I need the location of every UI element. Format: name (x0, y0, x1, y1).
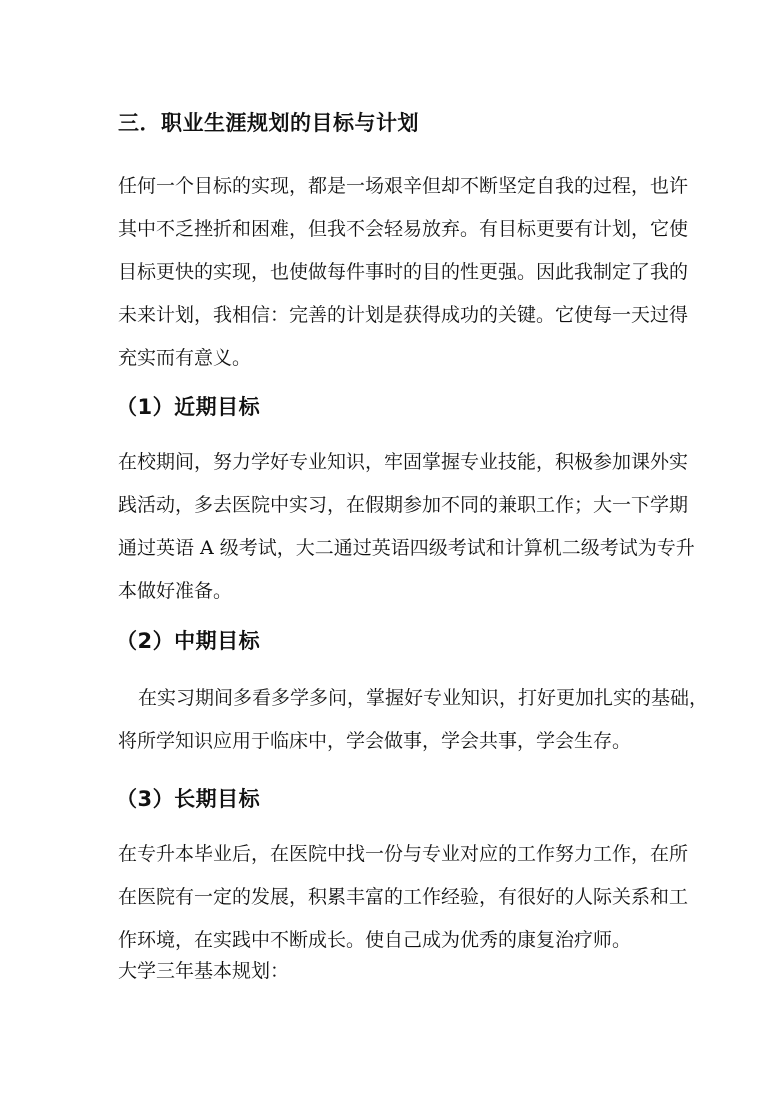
long-term-paragraph (118, 833, 689, 962)
intro-line: 任何一个目标的实现，都是一场艰辛但却不断坚定自我的过程，也许 (118, 175, 689, 197)
short-term-heading: （1）近期目标 (116, 395, 261, 419)
closing-paragraph (118, 951, 663, 991)
intro-line: 目标更快的实现，也使做每件事时的目的性更强。因此我制定了我的 (118, 261, 689, 283)
mid-term-heading: （2）中期目标 (116, 629, 261, 653)
short-term-paragraph (118, 441, 695, 613)
short-term-line: 本做好准备。 (118, 580, 233, 602)
short-term-line: 在校期间，努力学好专业知识，牢固掌握专业技能，积极参加课外实 (118, 451, 689, 473)
mid-term-line: 将所学知识应用于临床中，学会做事，学会共事，学会生存。 (118, 730, 632, 752)
intro-paragraph (118, 165, 689, 380)
long-term-line: 在医院有一定的发展，积累丰富的工作经验，有很好的人际关系和工 (118, 886, 689, 908)
short-term-line: 践活动，多去医院中实习，在假期参加不同的兼职工作；大一下学期 (118, 494, 689, 516)
mid-term-paragraph (118, 677, 709, 763)
section-title: 三．职业生涯规划的目标与计划 (118, 111, 419, 135)
intro-line: 充实而有意义。 (118, 347, 252, 369)
mid-term-line: 在实习期间多看多学多问，掌握好专业知识，打好更加扎实的基础， (138, 687, 709, 709)
short-term-line: 通过英语 A 级考试，大二通过英语四级考试和计算机二级考试为专升 (118, 537, 695, 559)
long-term-line: 在专升本毕业后，在医院中找一份与专业对应的工作努力工作，在所 (118, 843, 689, 865)
closing-line: 大学三年基本规划： (118, 960, 290, 982)
long-term-line: 作环境，在实践中不断成长。使自己成为优秀的康复治疗师。 (118, 929, 632, 951)
intro-line: 未来计划，我相信：完善的计划是获得成功的关键。它使每一天过得 (118, 304, 689, 326)
intro-line: 其中不乏挫折和困难，但我不会轻易放弃。有目标更要有计划，它使 (118, 218, 689, 240)
long-term-heading: （3）长期目标 (116, 787, 261, 811)
